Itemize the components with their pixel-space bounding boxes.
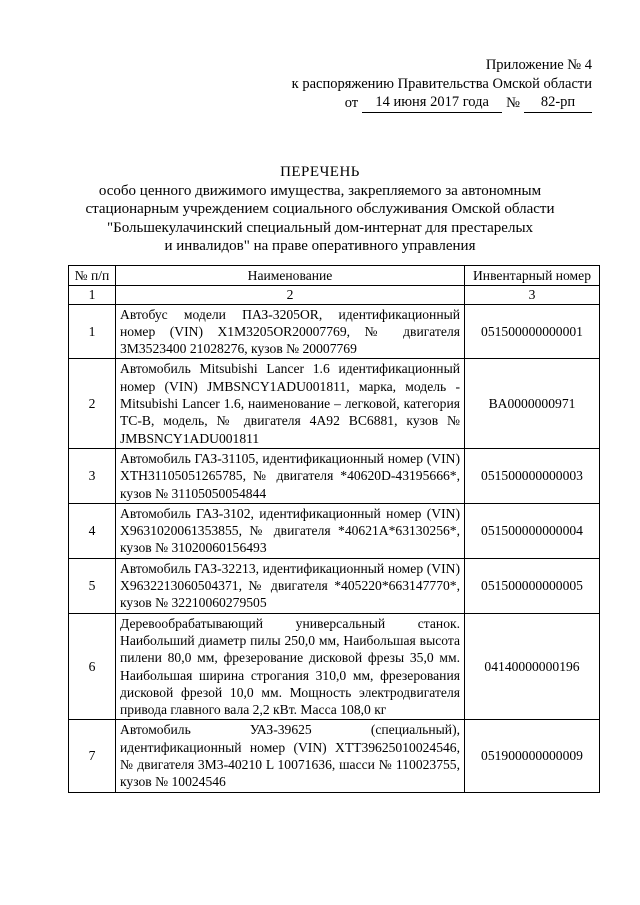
row-name: Автомобиль Mitsubishi Lancer 1.6 идентификационный номер (VIN) JMBSNCY1ADU001811, марка, модель - Mitsubishi Lancer 1.6, наименование – легковой, категория ТС-В, модель, № двигателя 4A92 BC6881, кузов № JMBSNCY1ADU001811 [116,359,465,448]
row-inventory: BA0000000971 [465,359,600,448]
title-heading: ПЕРЕЧЕНЬ [280,164,360,180]
row-name: Автомобиль УАЗ-39625 (специальный), идентификационный номер (VIN) XTT39625010024546, № двигателя 3M3-40210 L 10071636, шасси № 110023755, кузов № 10024546 [116,720,465,792]
from-label: от [344,95,359,111]
row-name: Автомобиль ГАЗ-3102, идентификационный номер (VIN) X9631020061353855, № двигателя *40621A*63130256*, кузов № 31020060156493 [116,503,465,558]
index-cell: 2 [116,286,465,304]
title-line: стационарным учреждением социального обслуживания Омской области [85,201,555,217]
row-inventory: 051500000000005 [465,558,600,613]
row-number: 5 [69,558,116,613]
header-number: № п/п [69,266,116,286]
header-name: Наименование [116,266,465,286]
row-number: 1 [69,304,116,359]
row-inventory: 051900000000009 [465,720,600,792]
row-inventory: 051500000000003 [465,448,600,503]
table-index-row [69,286,600,304]
appendix-date-number [292,94,592,113]
table-row [69,359,600,448]
property-table [68,265,600,793]
table-row [69,448,600,503]
row-name: Автобус модели ПАЗ-3205OR, идентификационный номер (VIN) X1M3205OR20007769, № двигателя 3M3523400 21028276, кузов № 20007769 [116,304,465,359]
row-number: 4 [69,503,116,558]
table-row [69,304,600,359]
row-number: 6 [69,613,116,720]
number-label: № [506,95,520,111]
table-row [69,613,600,720]
row-inventory: 051500000000001 [465,304,600,359]
row-number: 2 [69,359,116,448]
table-row [69,503,600,558]
index-cell: 3 [465,286,600,304]
decree-number: 82-рп [524,94,592,113]
title-line: особо ценного движимого имущества, закрепляемого за автономным [98,182,542,199]
title-line: и инвалидов" на праве оперативного управления [164,238,476,254]
appendix-reference: к распоряжению Правительства Омской области [291,76,592,92]
title-line: "Большекулачинский специальный дом-интернат для престарелых [106,219,534,236]
table-row [69,558,600,613]
appendix-title: Приложение № 4 [485,57,592,73]
index-cell: 1 [69,286,116,304]
row-inventory: 04140000000196 [465,613,600,720]
header-inventory: Инвентарный номер [465,266,600,286]
row-number: 3 [69,448,116,503]
table-row [69,720,600,792]
row-name: Автомобиль ГАЗ-32213, идентификационный номер (VIN) X9632213060504371, № двигателя *405220*663147770*, кузов № 32210060279505 [116,558,465,613]
decree-date: 14 июня 2017 года [362,94,502,113]
row-name: Деревообрабатывающий универсальный станок. Наибольший диаметр пилы 250,0 мм, Наибольшая высота пилени 80,0 мм, фрезерование дисковой фрезы 35,0 мм. Наибольшая ширина строгания 310,0 мм, фрезерования дисковой фрезой 10,0 мм. Мощность электродвигателя привода главного вала 2,2 кВт. Масса 108,0 кг [116,613,465,720]
row-name: Автомобиль ГАЗ-31105, идентификационный номер (VIN) XTH31105051265785, № двигателя *40620D-43195666*, кузов № 31105050054844 [116,448,465,503]
row-inventory: 051500000000004 [465,503,600,558]
table-header-row [69,266,600,286]
appendix-block [292,56,592,113]
document-title [0,163,640,256]
row-number: 7 [69,720,116,792]
